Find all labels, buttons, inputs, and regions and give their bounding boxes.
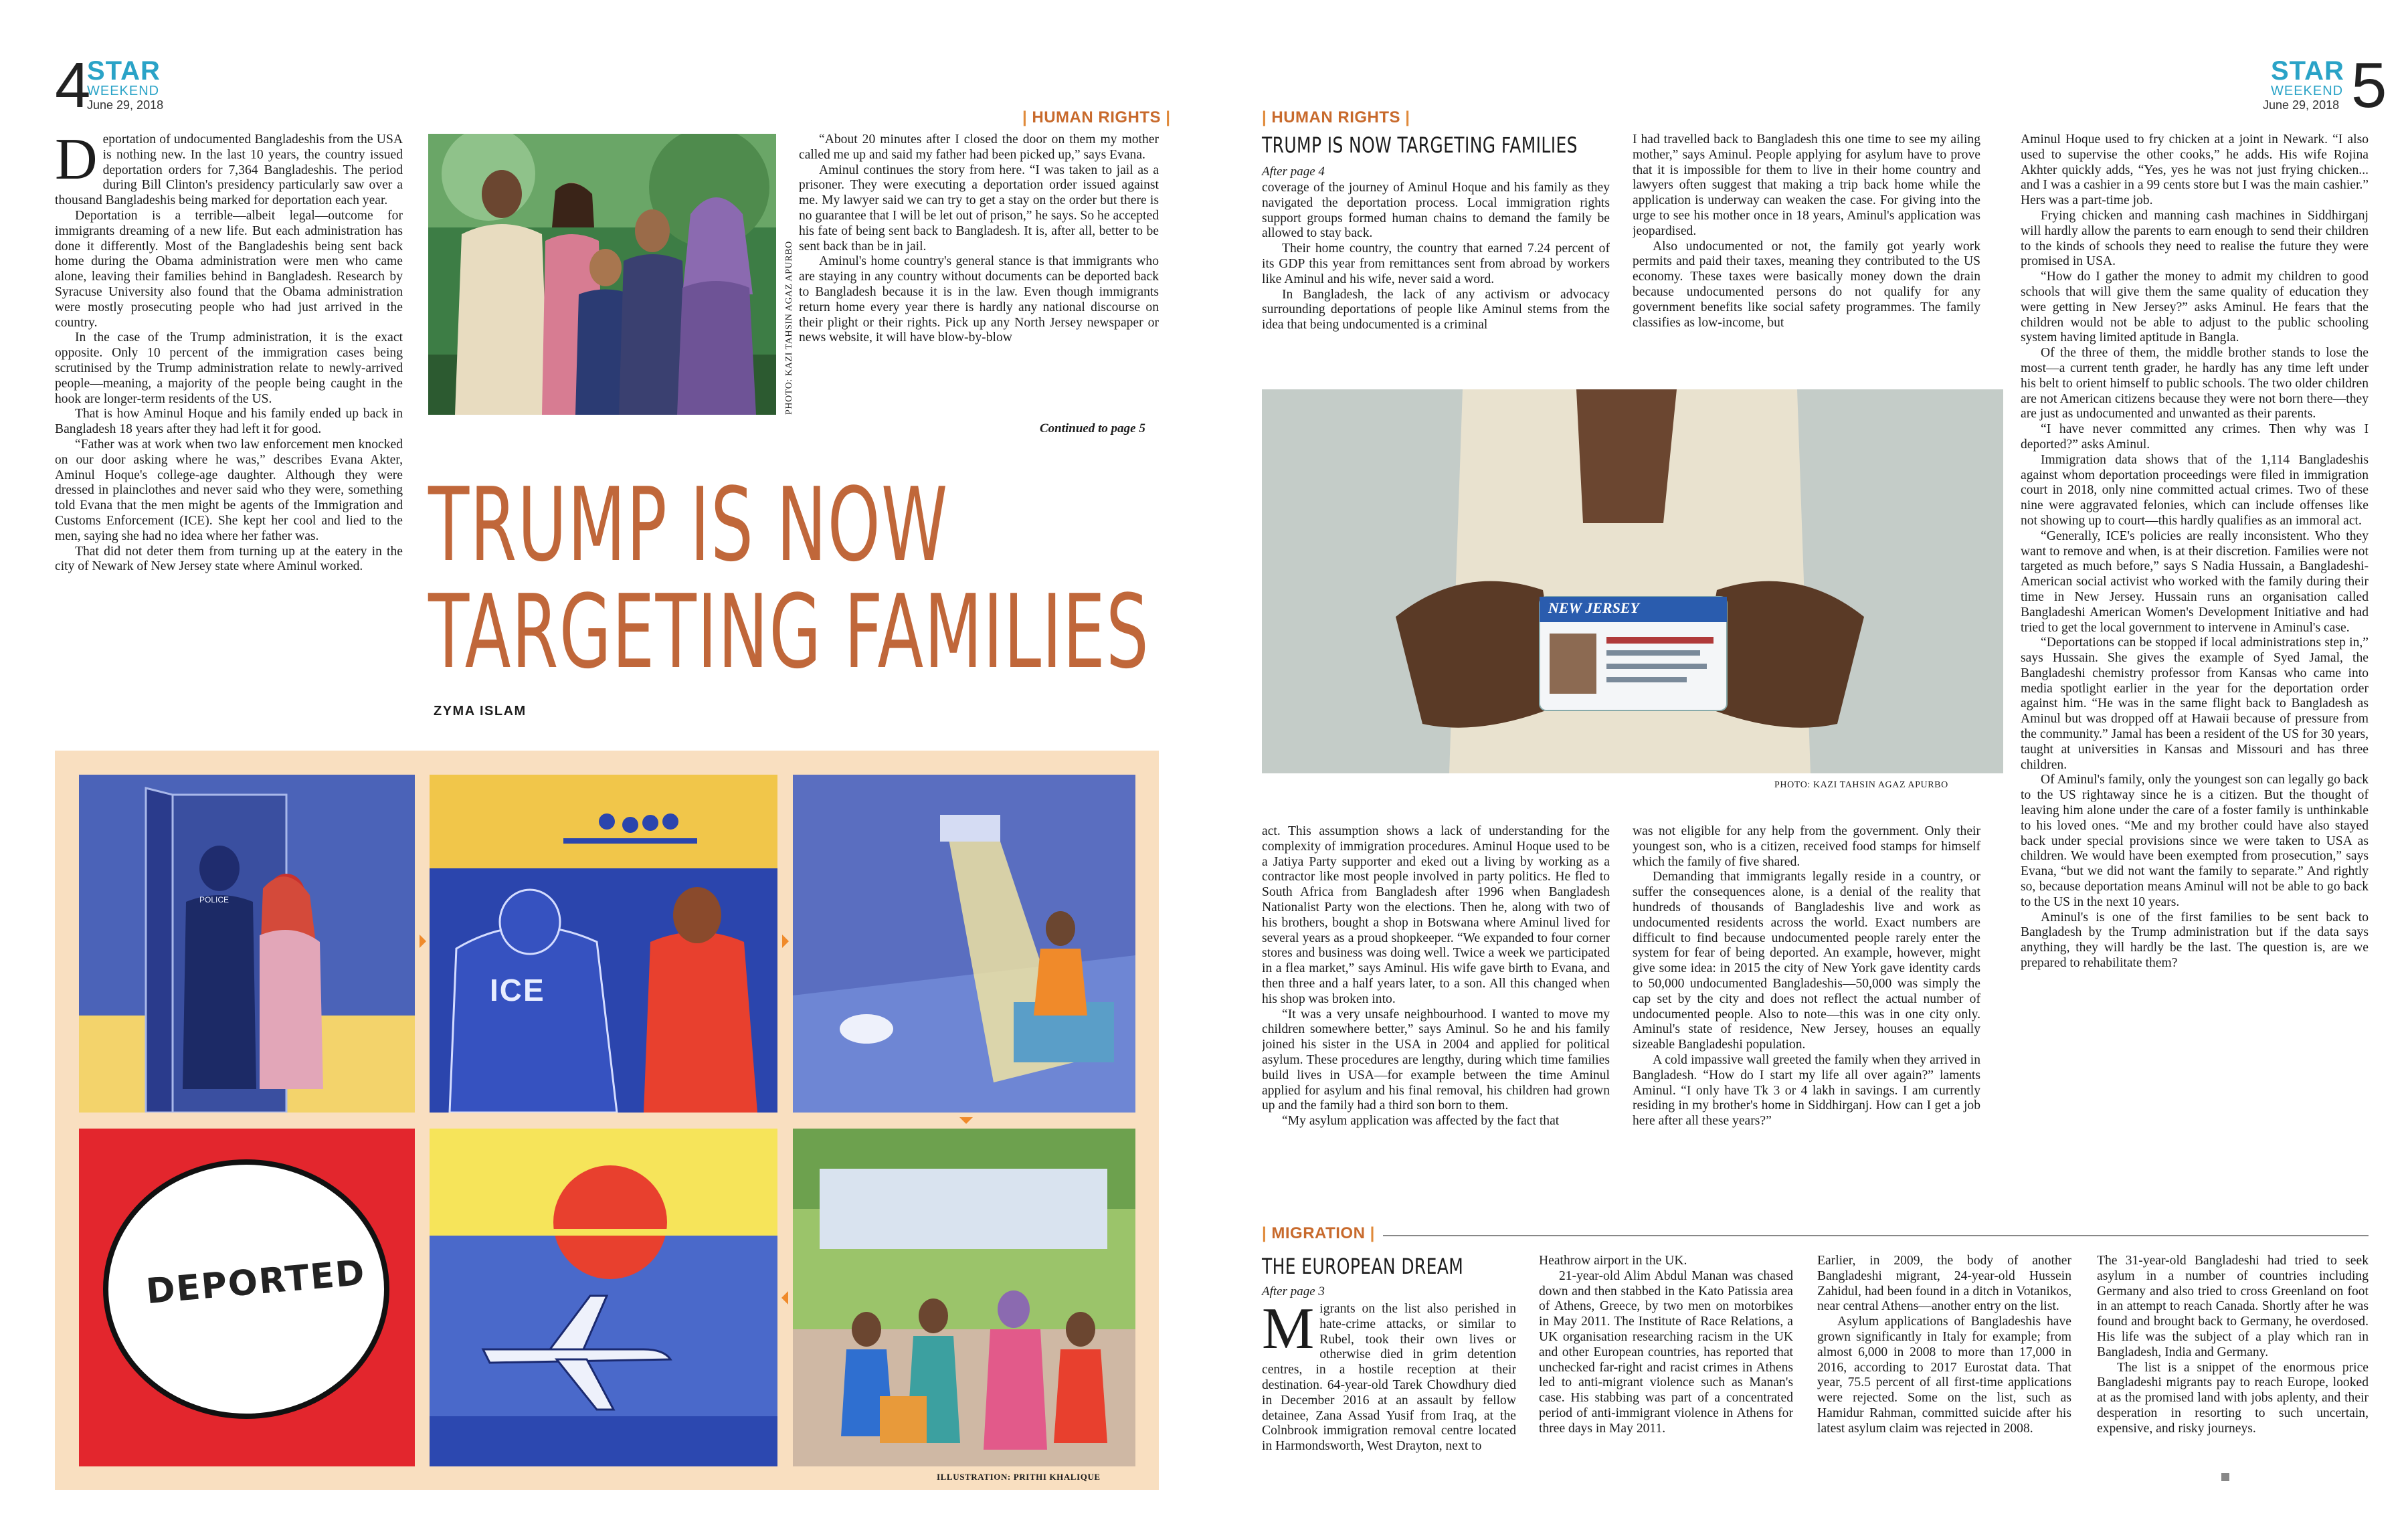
article-column-1 — [55, 132, 403, 721]
main-title-line-2: TARGETING FAMILIES — [428, 573, 1150, 691]
article-paragraph: 21-year-old Alim Abdul Manan was chased down and then stabbed in the Kato Patissia area of Athens, Greece, by two men on motorbikes in May 2011. The Institute of Race Relations, a UK organisation researching racism in the UK and other European countries, has reported that unchecked far-right and racist crimes in Athens led to anti-migrant violence such as Manan's case. His stabbing was part of a concentrated period of anti-immigrant violence in Athens for three days in May 2011. — [1539, 1268, 1793, 1436]
illustration-panel-door — [79, 775, 415, 1113]
migration-after-page: After page 3 — [1262, 1284, 1325, 1298]
article-column-2 — [799, 132, 1159, 434]
article-paragraph: Deportation is a terrible—albeit legal—outcome for immigrants dreaming of a new life. But each administration has done it differently. Most of the Bangladeshis being sent back home during the Obama administration were men who came alone, leaving their families behind in Bangladesh. Research by Syracuse University also found that the Obama administration were mostly prosecuting people who had just arrived in the country. — [55, 208, 403, 330]
right-article-headline: TRUMP IS NOW TARGETING FAMILIES — [1262, 132, 1578, 158]
article-paragraph: Of the three of them, the middle brother stands to lose the most—a current tenth grader, he hardly has any time left under his belt to orient himself to public schools. The two older children are not American citizens because they were not born there—they are just as undocumented and unwanted as their parents. — [2021, 346, 2369, 421]
article-paragraph: “It was a very unsafe neighbourhood. I wanted to move my children somewhere better,” says Aminul. So he and his family joined his sister in the USA in 2004 and applied for political asylum. These procedures are lengthy, during which time families build lives in USA—for example between the time Aminul applied for asylum and his final removal, his children had grown up and the family had a third son born to them. — [1262, 1007, 1610, 1113]
brand-right: STAR — [2271, 56, 2344, 86]
migration-column-3 — [1817, 1254, 2071, 1489]
page-number-left: 4 — [55, 50, 91, 121]
article-paragraph: Aminul's home country's general stance is that immigrants who are staying in any country without documents can be deported back to Bangladesh because it is in the law. Even though immigrants return home every year there is hardly any national discourse on their plight or their rights. Pick up any North Jersey newspaper or news website, it will have blow-by-blow — [799, 254, 1159, 345]
article-paragraph: A cold impassive wall greeted the family when they arrived in Bangladesh. “How do I start my life all over again?” laments Aminul. “I only have Tk 3 or 4 lakh in savings. I am currently residing in my brother's home in Siddhirganj. How can I get a job here after all these years?” — [1633, 1052, 1980, 1129]
license-state-text: NEW JERSEY — [1548, 599, 1639, 616]
article-paragraph: coverage of the journey of Aminul Hoque and his family as they navigated the deportation process. Local immigration rights support groups formed human chains to demand the family be allowed to stay back. — [1262, 181, 1610, 241]
article-paragraph: act. This assumption shows a lack of understanding for the complexity of immigration procedures. Aminul Hoque used to be a Jatiya Party supporter and eked out a living by working as a contractor like most people involved in party politics. He fled to South Africa from Bangladesh after 1996 when Bangladesh Nationalist Party won the elections. Then he, along with two of his brothers, bought a shop in Botswana where Aminul lived for several years as a proud shopkeeper. “We expanded to four corner stores and business was doing well. Twice a week we participated in a flea market,” says Aminul. His wife gave birth to Evana, and then three and a half years later, to a son. All this changed when his shop was broken into. — [1262, 824, 1610, 1006]
right-column-3 — [2021, 132, 2369, 1212]
article-paragraph: Earlier, in 2009, the body of another Bangladeshi migrant, 24-year-old Hussein Zahidul, had been found in a ditch in Votanikos, near central Athens—another entry on the list. — [1817, 1254, 2071, 1314]
right-article-after-page: After page 4 — [1262, 165, 1325, 179]
police-badge-text: POLICE — [199, 895, 229, 904]
byline: ZYMA ISLAM — [434, 704, 527, 718]
illustration-credit: ILLUSTRATION: PRITHI KHALIQUE — [937, 1472, 1101, 1482]
article-paragraph: “How do I gather the money to admit my children to good schools that will give them the same quality of education they were getting in New Jersey?” asks Aminul. He fears that the children would not be able to adjust to the public schooling system having limited aptitude in Bangla. — [2021, 270, 2369, 345]
article-paragraph: The list is a snippet of the enormous price Bangladeshi migrants pay to reach Europe, looked at as the promised land with jobs aplenty, and their desperation in resorting to such uncertain, expensive, and risky journeys. — [2097, 1360, 2369, 1436]
photo-credit-license: PHOTO: KAZI TAHSIN AGAZ APURBO — [1774, 780, 1948, 790]
article-paragraph: In Bangladesh, the lack of any activism or advocacy surrounding deportations of people like Aminul stems from the idea that being undocumented is a criminal — [1262, 287, 1610, 332]
left-masthead — [55, 50, 189, 121]
article-paragraph: I had travelled back to Bangladesh this one time to see my ailing mother,” says Aminul. People applying for asylum have to prove that it is impossible for them to live in their home country and lawyers often suggest that making a trip back home while the application is underway can weaken the case. For giving into the urge to see his mother once in 18 years, Aminul's application was jeopardised. — [1633, 132, 1980, 238]
family-photo-illustration — [428, 134, 776, 415]
article-paragraph: Immigration data shows that of the 1,114 Bangladeshis against whom deportation proceedings were filed in immigration court in 2018, only nine committed actual crimes. Two of these nine were aggravated felonies, which can include offenses like not showing up to court—this hardly qualifies as an immoral act. — [2021, 452, 2369, 528]
drop-cap: D — [55, 132, 98, 192]
brand-sub-left: WEEKEND — [87, 84, 160, 98]
section-label-migration: | MIGRATION | — [1262, 1224, 1383, 1243]
date-right: June 29, 2018 — [2263, 98, 2340, 112]
section-label-left: | HUMAN RIGHTS | — [1022, 108, 1171, 126]
arrow-left-icon — [781, 1291, 788, 1305]
arrow-down-icon — [959, 1117, 973, 1124]
article-paragraph: That is how Aminul Hoque and his family ended up back in Bangladesh 18 years after they had left it for good. — [55, 407, 403, 437]
illustration-panel-cell — [793, 775, 1135, 1113]
article-paragraph: eportation of undocumented Bangladeshis from the USA is nothing new. In the last 10 years, the country issued deportation orders for 7,364 Bangladeshis. The period during Bill Clinton's presidency particularly saw over a thousand Bangladeshis being marked for deportation each year. — [55, 132, 403, 208]
migration-column-2 — [1539, 1254, 1793, 1489]
right-masthead — [2255, 50, 2389, 121]
article-paragraph: Aminul's is one of the first families to be sent back to Bangladesh by the Trump administration but if the data says anything, they will hardly be the last. The question is, are we prepared to rehabilitate them? — [2021, 910, 2369, 971]
article-paragraph: Aminul continues the story from here. “I was taken to jail as a prisoner. They were executing a deportation order issued against me. My lawyer said we can try to get a stay on the order but there is no guarantee that I will be let out of prison,” he says. So he accepted his fate of being sent back to Bangladesh. It is, after all, better to be sent back than be in jail. — [799, 163, 1159, 254]
section-label-right: | HUMAN RIGHTS | — [1262, 108, 1410, 126]
article-paragraph: “My asylum application was affected by the fact that — [1282, 1114, 1560, 1129]
migration-column-4 — [2097, 1254, 2369, 1489]
right-column-2-bottom — [1633, 824, 1980, 1212]
arrow-right-icon — [782, 935, 789, 948]
arrow-right-icon — [420, 935, 426, 948]
article-paragraph: “I have never committed any crimes. Then why was I deported?” asks Aminul. — [2021, 422, 2369, 452]
illustration-panel-deported — [79, 1129, 415, 1466]
end-mark-icon — [2221, 1473, 2229, 1481]
family-photo — [428, 134, 776, 415]
illustration — [55, 751, 1159, 1490]
photo-credit-vertical: PHOTO: KAZI TAHSIN AGAZ APURBO — [784, 241, 794, 415]
main-title-line-1: TRUMP IS NOW — [428, 466, 949, 584]
migration-headline: THE EUROPEAN DREAM — [1262, 1254, 1464, 1279]
drop-cap: M — [1262, 1302, 1315, 1361]
page-number-right: 5 — [2351, 50, 2387, 121]
migration-column-1 — [1262, 1302, 1516, 1489]
right-column-1-bottom — [1262, 824, 1610, 1212]
article-paragraph: Also undocumented or not, the family got yearly work permits and paid their taxes, meaning they contributed to the US economy. These taxes were basically money down the drain because undocumented persons do not qualify for any government benefits like social safety programmes. The family classifies as low-income, but — [1633, 239, 1980, 330]
article-paragraph: “Deportations can be stopped if local administrations step in,” says Hussain. She gives the example of Syed Jamal, the Bangladeshi chemistry professor from Kansas who came into media spotlight earlier in the year for the deportation order against him. “He was in the same flight back to Bangladesh as Aminul but was dropped off at Hawaii because of pressure from the community.” Jamal has been a resident of the US for 30 years, taught at universities in Kansas and Missouri and has three children. — [2021, 636, 2369, 772]
deported-stamp: DEPORTED — [145, 1252, 367, 1313]
ice-label: ICE — [490, 973, 545, 1007]
article-paragraph: Demanding that immigrants legally reside in a country, or suffer the consequences alone, is a denial of the reality that hundreds of thousands of Bangladeshis live and work as undocumented residents across the world. Exact numbers are difficult to find because undocumented people rarely enter the system for fear of being deported. An example, however, might give some idea: in 2015 the city of New York gave identity cards to 50,000 undocumented Bangladeshis—50,000 was simply the cap set by the city and does not reflect the actual number of undocumented people. Also to note—this was in one city only. Aminul's state of residence, New Jersey, houses an equally sizeable Bangladeshi population. — [1633, 870, 1980, 1052]
article-paragraph: Heathrow airport in the UK. — [1539, 1254, 1687, 1268]
date-left: June 29, 2018 — [87, 98, 164, 112]
migration-rule — [1262, 1235, 2369, 1236]
article-paragraph: “Father was at work when two law enforcement men knocked on our door asking where he was,” describes Evana Akter, Aminul Hoque's college-age daughter. Although they were dressed in plainclothes and never said who they were, something told Evana that the men might be agents of the Immigration and Customs Enforcement (ICE). She kept her cool and lied to the men, saying she had no idea where her father was. — [55, 437, 403, 543]
article-paragraph: Asylum applications of Bangladeshis have grown significantly in Italy for example; from almost 6,000 in 2008 to more than 17,000 in 2016, according to 2017 Eurostat data. That year, 75.5 percent of all first-time applications were rejected. Some on the list, such as Hamidur Rahman, committed suicide after his latest asylum claim was rejected in 2008. — [1817, 1315, 2071, 1436]
article-paragraph: was not eligible for any help from the government. Only their youngest son, who is a citizen, received food stamps for himself which the family of five shared. — [1633, 824, 1980, 869]
illustration-panel-ice — [430, 775, 777, 1113]
article-paragraph: That did not deter them from turning up at the eatery in the city of Newark of New Jersey state where Aminul worked. — [55, 544, 403, 574]
illustration-panel-arrival — [793, 1129, 1135, 1466]
article-paragraph: “Generally, ICE's policies are really inconsistent. Who they want to remove and when, is at their discretion. Families were not targeted as much before,” says S Nadia Hussain, a Bangladeshi-American social activist who worked with the family during their time in New Jersey. Hussain runs an organisation called Bangladeshi American Women's Development Initiative and had tried to get the local government to intervene in Aminul's case. — [2021, 528, 2369, 635]
article-paragraph: igrants on the list also perished in hate-crime attacks, or similar to Rubel, took their own lives or otherwise died in grim detention centres, in a hostile reception at their destination. 64-year-old Tarek Chowdhury died in December 2016 at an assault by fellow detainee, Zana Assad Yusif from Iraq, at the Colnbrook immigration removal centre located in Harmondsworth, West Drayton, next to — [1262, 1302, 1516, 1454]
license-photo — [1262, 389, 2003, 773]
continued-note: Continued to page 5 — [1040, 421, 1145, 436]
article-paragraph: Frying chicken and manning cash machines in Siddhirganj will hardly allow the parents to earn enough to send their children to the kinds of schools they need to realise the future they were promised in USA. — [2021, 208, 2369, 269]
illustration-panel-airplane — [430, 1129, 777, 1466]
article-paragraph: Their home country, the country that earned 7.24 percent of its GDP this year from remittances sent from abroad by workers like Aminul and his wife, never said a word. — [1262, 242, 1610, 286]
brand-sub-right: WEEKEND — [2271, 84, 2344, 98]
article-paragraph: Of Aminul's family, only the youngest son can legally go back to the US rightaway since he is a citizen. But the thought of leaving him alone under the care of a foster family is unthinkable to his loved ones. “Me and my brother could have also stayed back under special provisions since we were taken to USA as children. We would have been exempted from prosecution,” says Evana, “but we did not want the family to separate.” And rightly so, because deportation means Aminul will not be able to go back to the US in the next 10 years. — [2021, 773, 2369, 909]
right-column-1-top — [1262, 181, 1610, 381]
article-paragraph: The 31-year-old Bangladeshi had tried to seek asylum in a number of countries including Germany and also tried to cross Greenland on foot in an attempt to reach Canada. Shortly after he was found and brought back to Germany, he overdosed. His life was the subject of a play which ran in Bangladesh, India and Germany. — [2097, 1254, 2369, 1359]
article-paragraph: Aminul Hoque used to fry chicken at a joint in Newark. “I also used to supervise the other cooks,” he adds. His wife Rojina Akhter quickly adds, “Yes, yes he was not just frying chicken... and I was a cashier in a 99 cents store but I was the main cashier.” Hers was a part-time job. — [2021, 132, 2369, 208]
right-column-2-top — [1633, 132, 1980, 381]
article-paragraph: “About 20 minutes after I closed the door on them my mother called me up and said my father had been picked up,” says Evana. — [799, 132, 1159, 162]
brand-left: STAR — [87, 56, 161, 86]
article-paragraph: In the case of the Trump administration, it is the exact opposite. Only 10 percent of the immigration cases being scrutinised by the Trump administration relate to newly-arrived people—meaning, a majority of the people being caught in the hook are longer-term residents of the US. — [55, 330, 403, 406]
